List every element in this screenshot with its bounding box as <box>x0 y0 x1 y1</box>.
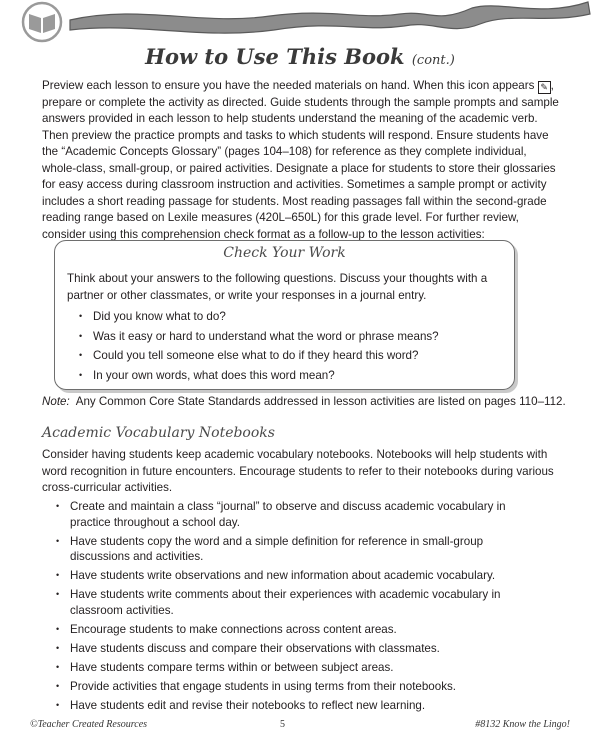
footer-book-title: #8132 Know the Lingo! <box>475 719 570 730</box>
page-number: 5 <box>280 719 285 730</box>
check-list <box>79 307 439 385</box>
list-item: • Did you know what to do? <box>79 307 439 327</box>
list-item: • Have students edit and revise their notebooks to reflect new learning. <box>56 698 526 714</box>
notebook-list <box>56 499 526 717</box>
intro-text-end: , prepare or complete the activity as directed. Guide students through the sample prompts and sample answers provided in each lesson to help students understand the meaning of the academic verb. Then preview the practice prompts and tasks to which students will respond. Ensure students have the “Academic Concepts Glossary” (pages 104–108) for reference as they complete individual, whole-class, small-group, or paired activities. Designate a place for students to store their glossaries for easy access during classroom instruction and activities. Sometimes a sample prompt or activity includes a short reading passage for students. Most reading passages fall within the second-grade reading range based on Lexile measures (420L–650L) for this grade level. For further review, consider using this comprehension check format as a follow-up to the lesson activities: <box>42 79 559 241</box>
list-item: • Have students compare terms within or between subject areas. <box>56 660 526 676</box>
list-item: • Was it easy or hard to understand what the word or phrase means? <box>79 327 439 347</box>
intro-text-start: Preview each lesson to ensure you have the needed materials on hand. When this icon appears <box>42 79 535 92</box>
list-item: • Create and maintain a class “journal” to observe and discuss academic vocabulary in practice throughout a school day. <box>56 499 526 530</box>
list-item: • Have students write comments about their experiences with academic vocabulary in classroom activities. <box>56 587 526 618</box>
standards-note <box>42 395 582 408</box>
intro-paragraph <box>42 78 562 243</box>
list-item: • Encourage students to make connections across content areas. <box>56 622 526 638</box>
check-box-lead: Think about your answers to the following questions. Discuss your thoughts with a partner or other classmates, or write your responses in a journal entry. <box>67 272 488 302</box>
note-label: Note: <box>42 395 70 408</box>
section-heading: Academic Vocabulary Notebooks <box>42 425 275 441</box>
list-item: • In your own words, what does this word mean? <box>79 366 439 386</box>
title-main: How to Use This Book <box>145 44 405 69</box>
pencil-icon: ✎ <box>538 81 551 94</box>
list-item: • Provide activities that engage students in using terms from their notebooks. <box>56 679 526 695</box>
page-title <box>0 44 600 69</box>
list-item: • Have students write observations and new information about academic vocabulary. <box>56 568 526 584</box>
note-text: Any Common Core State Standards addressed in lesson activities are listed on pages 110–112. <box>75 395 566 408</box>
list-item: • Could you tell someone else what to do if they heard this word? <box>79 346 439 366</box>
check-box-title: Check Your Work <box>223 245 346 261</box>
title-sub: (cont.) <box>411 53 455 68</box>
footer-publisher: ©Teacher Created Resources <box>30 719 148 730</box>
list-item: • Have students discuss and compare their observations with classmates. <box>56 641 526 657</box>
swoosh-banner <box>70 2 590 33</box>
list-item: • Have students copy the word and a simple definition for reference in small-group discussions and activities. <box>56 534 526 565</box>
header-banner <box>0 0 600 48</box>
check-your-work-box <box>54 240 515 390</box>
open-book-icon <box>23 3 61 41</box>
notebooks-intro: Consider having students keep academic vocabulary notebooks. Notebooks will help students with word recognition in future encounters. Encourage students to refer to their notebooks during various cross-curricular activities. <box>42 448 554 494</box>
